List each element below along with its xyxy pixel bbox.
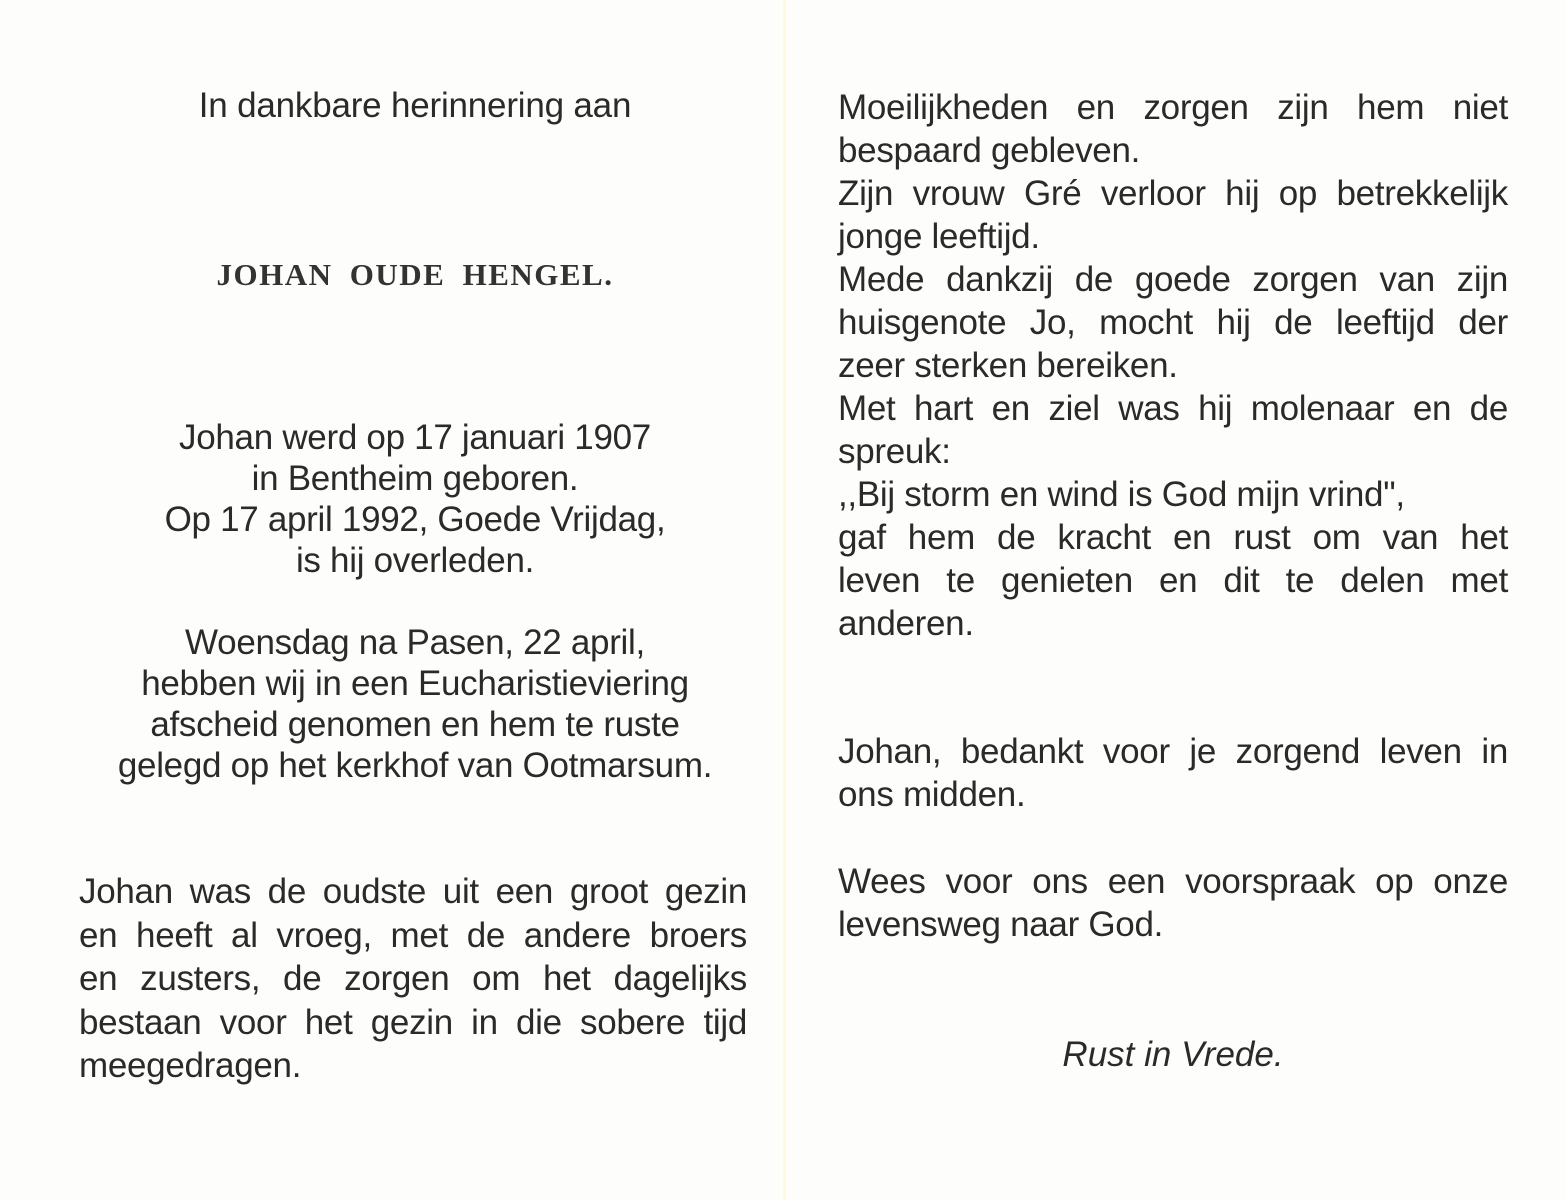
memory-line: Moeilijkheden en zorgen zijn hem niet: [838, 88, 1508, 127]
family-line: meegedragen.: [79, 1046, 302, 1085]
funeral-line: Woensdag na Pasen, 22 april,: [185, 623, 645, 662]
family-line: Johan was de oudste uit een groot gezin: [79, 872, 747, 911]
prayer-line: Wees voor ons een voorspraak op onze: [838, 862, 1508, 901]
memory-line: jonge leeftijd.: [838, 217, 1040, 256]
funeral-block: [0, 622, 830, 786]
memorial-heading: In dankbare herinnering aan: [198, 86, 632, 125]
memory-line: Met hart en ziel was hij molenaar en de: [838, 389, 1508, 428]
family-line: bestaan voor het gezin in die sobere tijd: [79, 1002, 747, 1042]
closing-phrase: Rust in Vrede.: [1062, 1035, 1284, 1074]
family-line: en zusters, de zorgen om het dagelijks: [79, 959, 747, 998]
thanks-line: ons midden.: [838, 775, 1026, 814]
thanks-paragraph: [838, 730, 1508, 816]
family-paragraph: [79, 870, 747, 1088]
memory-line: huisgenote Jo, mocht hij de leeftijd der: [838, 303, 1508, 342]
memory-line: gaf hem de kracht en rust om van het: [838, 518, 1508, 557]
thanks-line: Johan, bedankt voor je zorgend leven in: [838, 732, 1508, 771]
memory-line: leven te genieten en dit te delen met: [838, 561, 1508, 600]
memory-line: ,,Bij storm en wind is God mijn vrind",: [838, 475, 1405, 514]
funeral-line: hebben wij in een Eucharistieviering: [141, 664, 689, 703]
memory-line: zeer sterken bereiken.: [838, 346, 1178, 385]
memory-line: Mede dankzij de goede zorgen van zijn: [838, 260, 1508, 299]
memory-paragraph: [838, 86, 1508, 645]
birth-line: Johan werd op 17 januari 1907: [179, 418, 651, 457]
memory-line: anderen.: [838, 604, 974, 643]
birth-line: in Bentheim geboren.: [251, 459, 579, 498]
memory-line: spreuk:: [838, 432, 951, 471]
prayer-paragraph: [838, 860, 1508, 946]
deceased-name: JOHAN OUDE HENGEL.: [216, 257, 614, 292]
birth-line: Op 17 april 1992, Goede Vrijdag,: [164, 500, 666, 539]
right-panel: [786, 0, 1565, 1200]
birth-death-block: [0, 417, 830, 581]
family-line: en heeft al vroeg, met de andere broers: [79, 915, 747, 955]
funeral-line: afscheid genomen en hem te ruste: [150, 705, 680, 744]
memory-line: Zijn vrouw Gré verloor hij op betrekkelijk: [838, 174, 1508, 213]
funeral-line: gelegd op het kerkhof van Ootmarsum.: [117, 746, 713, 785]
prayer-line: levensweg naar God.: [838, 905, 1164, 944]
memory-line: bespaard gebleven.: [838, 131, 1141, 170]
birth-line: is hij overleden.: [295, 541, 535, 580]
